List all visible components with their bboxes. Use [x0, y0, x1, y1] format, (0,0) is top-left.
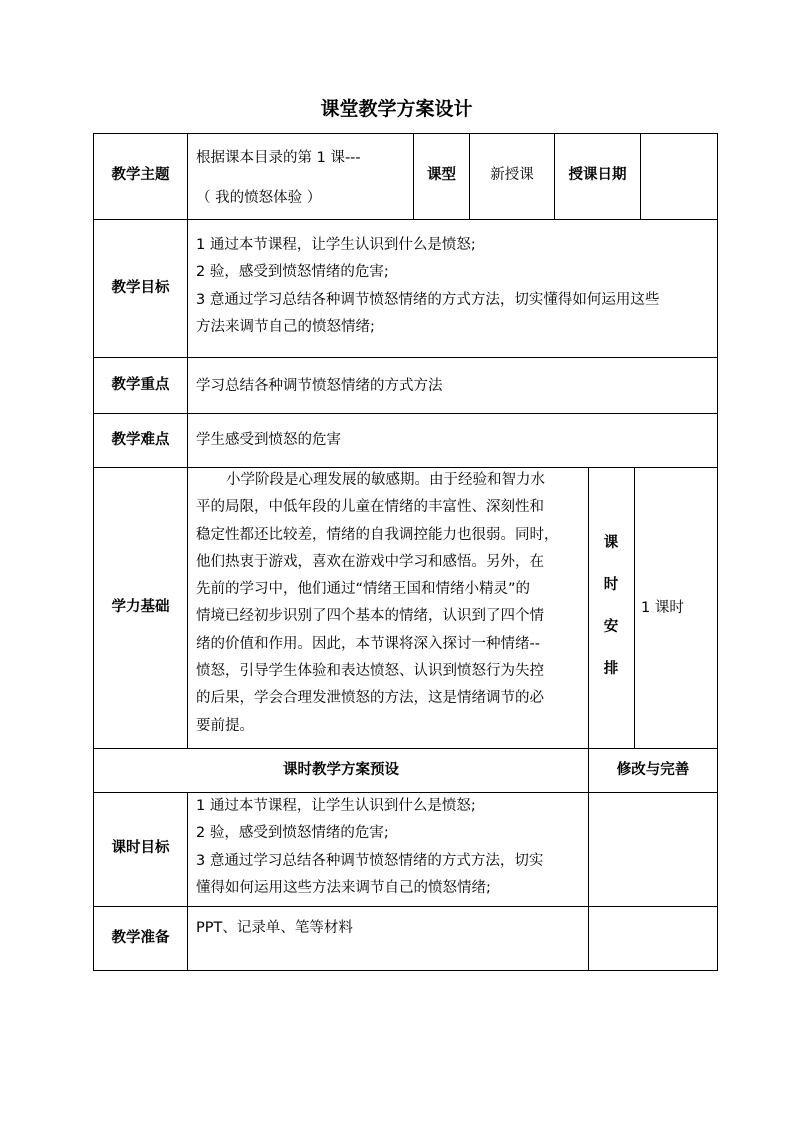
basis-line: 的后果，学会合理发泄愤怒的方法，这是情绪调节的必 — [196, 690, 544, 707]
lesson-goal-line: 1 通过本节课程，让学生认识到什么是愤怒; — [196, 798, 476, 814]
basis-line: 小学阶段是心理发展的敏感期。由于经验和智力水 — [226, 472, 545, 488]
basis-label: 学力基础 — [111, 599, 170, 615]
plan-section-header: 课时教学方案预设 — [283, 762, 399, 778]
goals-label: 教学目标 — [111, 280, 170, 296]
goal-line: 方法来调节自己的愤怒情绪; — [196, 318, 375, 335]
lesson-goal-line: 3 意通过学习总结各种调节愤怒情绪的方式方法，切实 — [196, 852, 544, 869]
lesson-type-label: 课型 — [427, 167, 456, 183]
basis-line: 先前的学习中，他们通过“情绪王国和情绪小精灵”的 — [196, 581, 531, 598]
goal-line: 3 意通过学习总结各种调节愤怒情绪的方式方法，切实懂得如何运用这些 — [196, 291, 660, 308]
schedule-label-char: 安 — [603, 619, 619, 635]
basis-line: 平的局限，中低年段的儿童在情绪的丰富性、深刻性和 — [196, 499, 544, 516]
basis-line: 情境已经初步识别了四个基本的情绪，认识到了四个情 — [196, 608, 544, 625]
key-points-text: 学习总结各种调节愤怒情绪的方式方法 — [196, 378, 443, 394]
schedule-label-char: 时 — [603, 577, 619, 593]
basis-line: 他们热衷于游戏，喜欢在游戏中学习和感悟。另外，在 — [196, 553, 544, 570]
basis-text — [196, 467, 586, 740]
difficulties-label: 教学难点 — [111, 432, 170, 448]
schedule-label-char: 课 — [603, 535, 619, 551]
basis-line: 要前提。 — [196, 717, 254, 734]
preparation-text: PPT、记录单、笔等材料 — [196, 920, 353, 936]
subject-line-1: 根据课本目录的第 1 课--- — [196, 150, 361, 166]
basis-line: 稳定性都还比较差，情绪的自我调控能力也很弱。同时， — [196, 526, 559, 543]
lesson-goals-label: 课时目标 — [111, 840, 170, 856]
schedule-value: 1 课时 — [641, 600, 684, 616]
goal-line: 1 通过本节课程，让学生认识到什么是愤怒; — [196, 237, 476, 253]
lesson-type-value: 新授课 — [490, 167, 534, 183]
lesson-goal-line: 懂得如何运用这些方法来调节自己的愤怒情绪; — [196, 879, 491, 896]
difficulties-text: 学生感受到愤怒的危害 — [196, 432, 341, 448]
schedule-label-char: 排 — [603, 661, 619, 677]
preparation-label: 教学准备 — [111, 930, 170, 946]
basis-line: 愤怒，引导学生体验和表达愤怒、认识到愤怒行为失控 — [196, 663, 544, 680]
date-label: 授课日期 — [568, 167, 627, 183]
basis-line: 绪的价值和作用。因此，本节课将深入探讨一种情绪-- — [196, 635, 540, 652]
subject-label: 教学主题 — [111, 167, 170, 183]
key-points-label: 教学重点 — [111, 377, 170, 393]
lesson-goals-text — [196, 793, 543, 902]
schedule-label — [589, 522, 633, 690]
subject-line-2: （ 我的愤怒体验 ） — [196, 190, 322, 206]
goals-text — [196, 232, 659, 341]
document-title: 课堂教学方案设计 — [320, 98, 473, 120]
goal-line: 2 验，感受到愤怒情绪的危害; — [196, 264, 389, 281]
revision-section-header: 修改与完善 — [616, 762, 690, 778]
lesson-goal-line: 2 验，感受到愤怒情绪的危害; — [196, 825, 389, 842]
